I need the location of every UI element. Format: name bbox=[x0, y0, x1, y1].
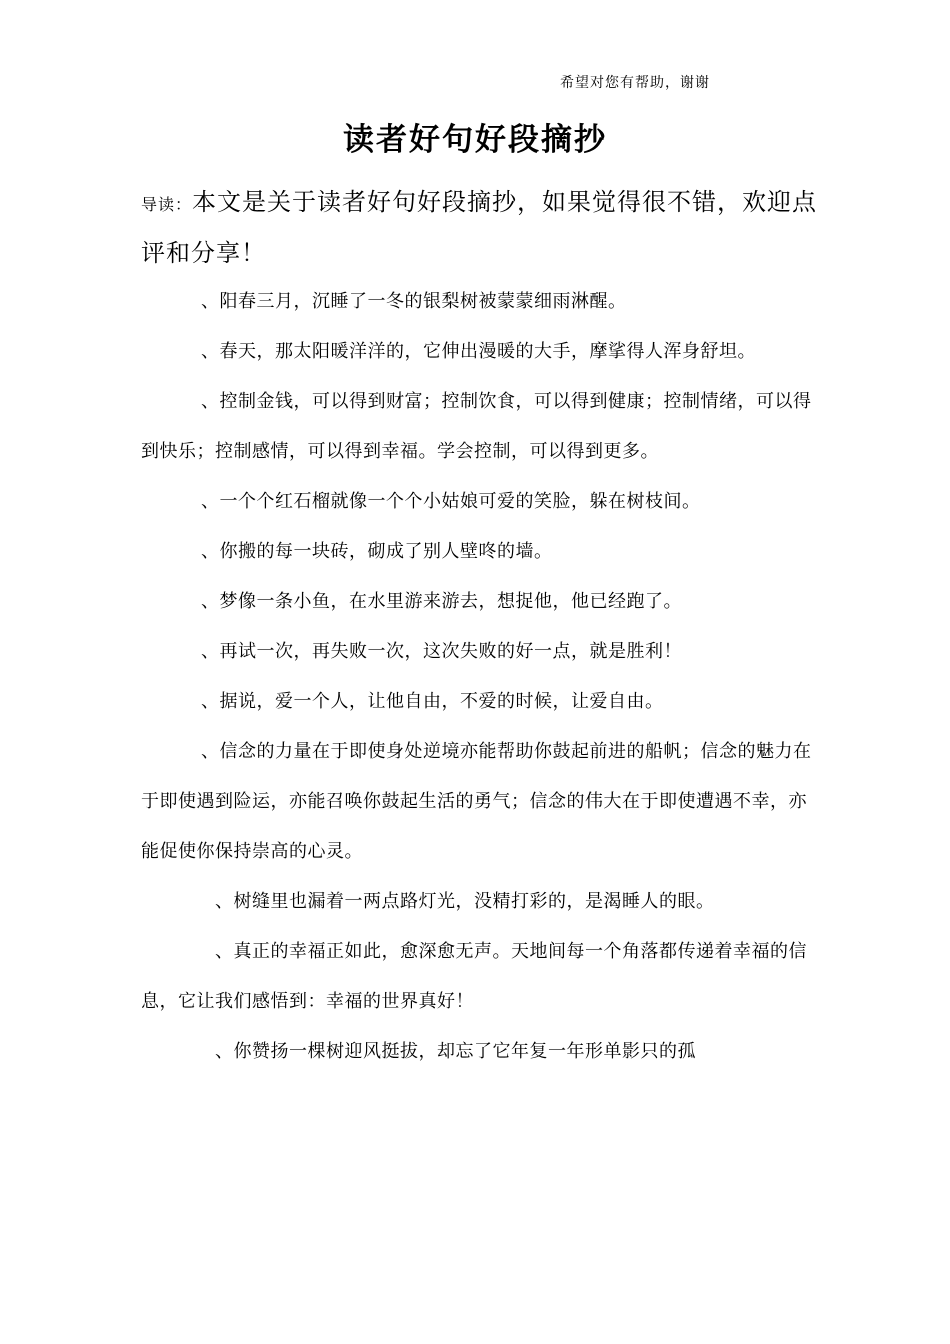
intro-label: 导读： bbox=[141, 195, 193, 214]
paragraph-2: 、春天，那太阳暖洋洋的，它伸出漫暖的大手，摩挲得人浑身舒坦。 bbox=[201, 341, 756, 362]
header-note: 希望对您有帮助，谢谢 bbox=[560, 75, 710, 91]
paragraph-12: 、你赞扬一棵树迎风挺拔，却忘了它年复一年形单影只的孤 bbox=[215, 1041, 696, 1062]
paragraph-6: 、梦像一条小鱼，在水里游来游去，想捉他，他已经跑了。 bbox=[201, 591, 682, 612]
paragraph-1: 、阳春三月，沉睡了一冬的银梨树被蒙蒙细雨淋醒。 bbox=[201, 291, 627, 312]
intro-text: 本文是关于读者好句好段摘抄，如果觉得很不错，欢迎点评和分享！ bbox=[141, 188, 818, 267]
intro-paragraph bbox=[141, 178, 821, 277]
paragraph-10: 、树缝里也漏着一两点路灯光，没精打彩的，是渴睡人的眼。 bbox=[215, 891, 715, 912]
paragraph-9: 、信念的力量在于即使身处逆境亦能帮助你鼓起前进的船帆；信念的魅力在于即使遇到险运，亦能召唤你鼓起生活的勇气；信念的伟大在于即使遭遇不幸，亦能促使你保持崇高的心灵。 bbox=[141, 741, 812, 862]
paragraph-11: 、真正的幸福正如此，愈深愈无声。天地间每一个角落都传递着幸福的信息，它让我们感悟到：幸福的世界真好！ bbox=[141, 941, 807, 1012]
paragraph-3: 、控制金钱，可以得到财富；控制饮食，可以得到健康；控制情绪，可以得到快乐；控制感情，可以得到幸福。学会控制，可以得到更多。 bbox=[141, 391, 812, 462]
paragraph-4: 、一个个红石榴就像一个个小姑娘可爱的笑脸，躲在树枝间。 bbox=[201, 491, 701, 512]
page-title: 读者好句好段摘抄 bbox=[343, 122, 607, 158]
paragraph-5: 、你搬的每一块砖，砌成了别人壁咚的墙。 bbox=[201, 541, 553, 562]
paragraph-7: 、再试一次，再失败一次，这次失败的好一点，就是胜利！ bbox=[201, 641, 682, 662]
paragraph-8: 、据说，爱一个人，让他自由，不爱的时候，让爱自由。 bbox=[201, 691, 664, 712]
